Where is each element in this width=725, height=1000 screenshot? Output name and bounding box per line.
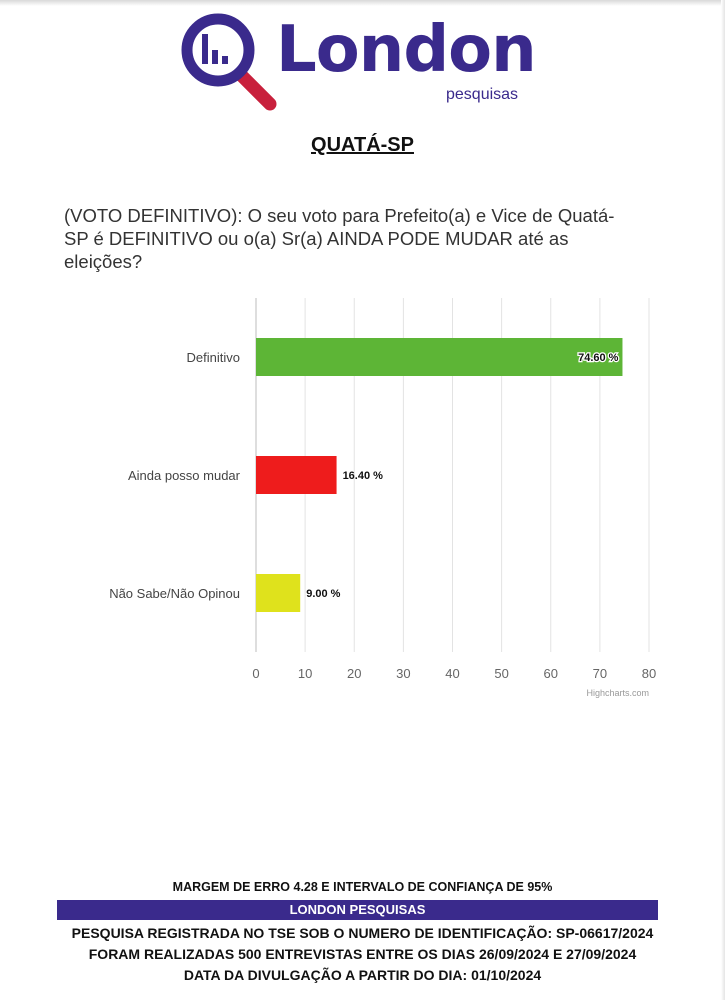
page-title: QUATÁ-SP	[311, 134, 414, 156]
x-tick-label: 50	[494, 666, 509, 681]
x-tick-label: 60	[543, 666, 558, 681]
page-top-shadow	[0, 0, 725, 6]
chart-canvas	[0, 290, 725, 710]
magnifier-chart-icon	[180, 8, 280, 112]
logo-wordmark: London	[276, 13, 536, 87]
bar	[256, 574, 300, 612]
logo-subtitle: pesquisas	[446, 86, 519, 103]
data-label: 74.60 %	[578, 352, 619, 364]
x-tick-label: 0	[252, 666, 260, 681]
category-label: Definitivo	[186, 350, 240, 365]
bar	[256, 456, 337, 494]
data-label: 9.00 %	[306, 588, 341, 600]
chart-credit: Highcharts.com	[586, 688, 649, 698]
margin-of-error-note: MARGEM DE ERRO 4.28 E INTERVALO DE CONFIANÇA DE 95%	[172, 880, 553, 894]
survey-question: (VOTO DEFINITIVO): O seu voto para Prefeito(a) e Vice de Quatá-SP é DEFINITIVO ou o(a) Sr(a) AINDA PODE MUDAR até as eleições?	[64, 205, 615, 272]
x-tick-label: 40	[445, 666, 460, 681]
x-tick-label: 10	[297, 666, 313, 681]
category-label: Ainda posso mudar	[127, 468, 240, 483]
bar	[256, 338, 622, 376]
release-date-line: DATA DA DIVULGAÇÃO A PARTIR DO DIA: 01/10/2024	[183, 967, 542, 983]
data-label: 16.40 %	[342, 470, 383, 482]
x-tick-label: 20	[347, 666, 362, 681]
brand-banner: LONDON PESQUISAS	[57, 900, 658, 920]
bar-chart	[0, 290, 725, 710]
x-tick-label: 70	[592, 666, 608, 681]
x-tick-label: 30	[396, 666, 411, 681]
category-label: Não Sabe/Não Opinou	[109, 586, 240, 601]
registration-line: PESQUISA REGISTRADA NO TSE SOB O NUMERO DE IDENTIFICAÇÃO: SP-06617/2024	[71, 925, 654, 941]
interviews-line: FORAM REALIZADAS 500 ENTREVISTAS ENTRE OS DIAS 26/09/2024 E 27/09/2024	[88, 946, 637, 962]
x-tick-label: 80	[641, 666, 657, 681]
london-logo	[180, 8, 540, 112]
